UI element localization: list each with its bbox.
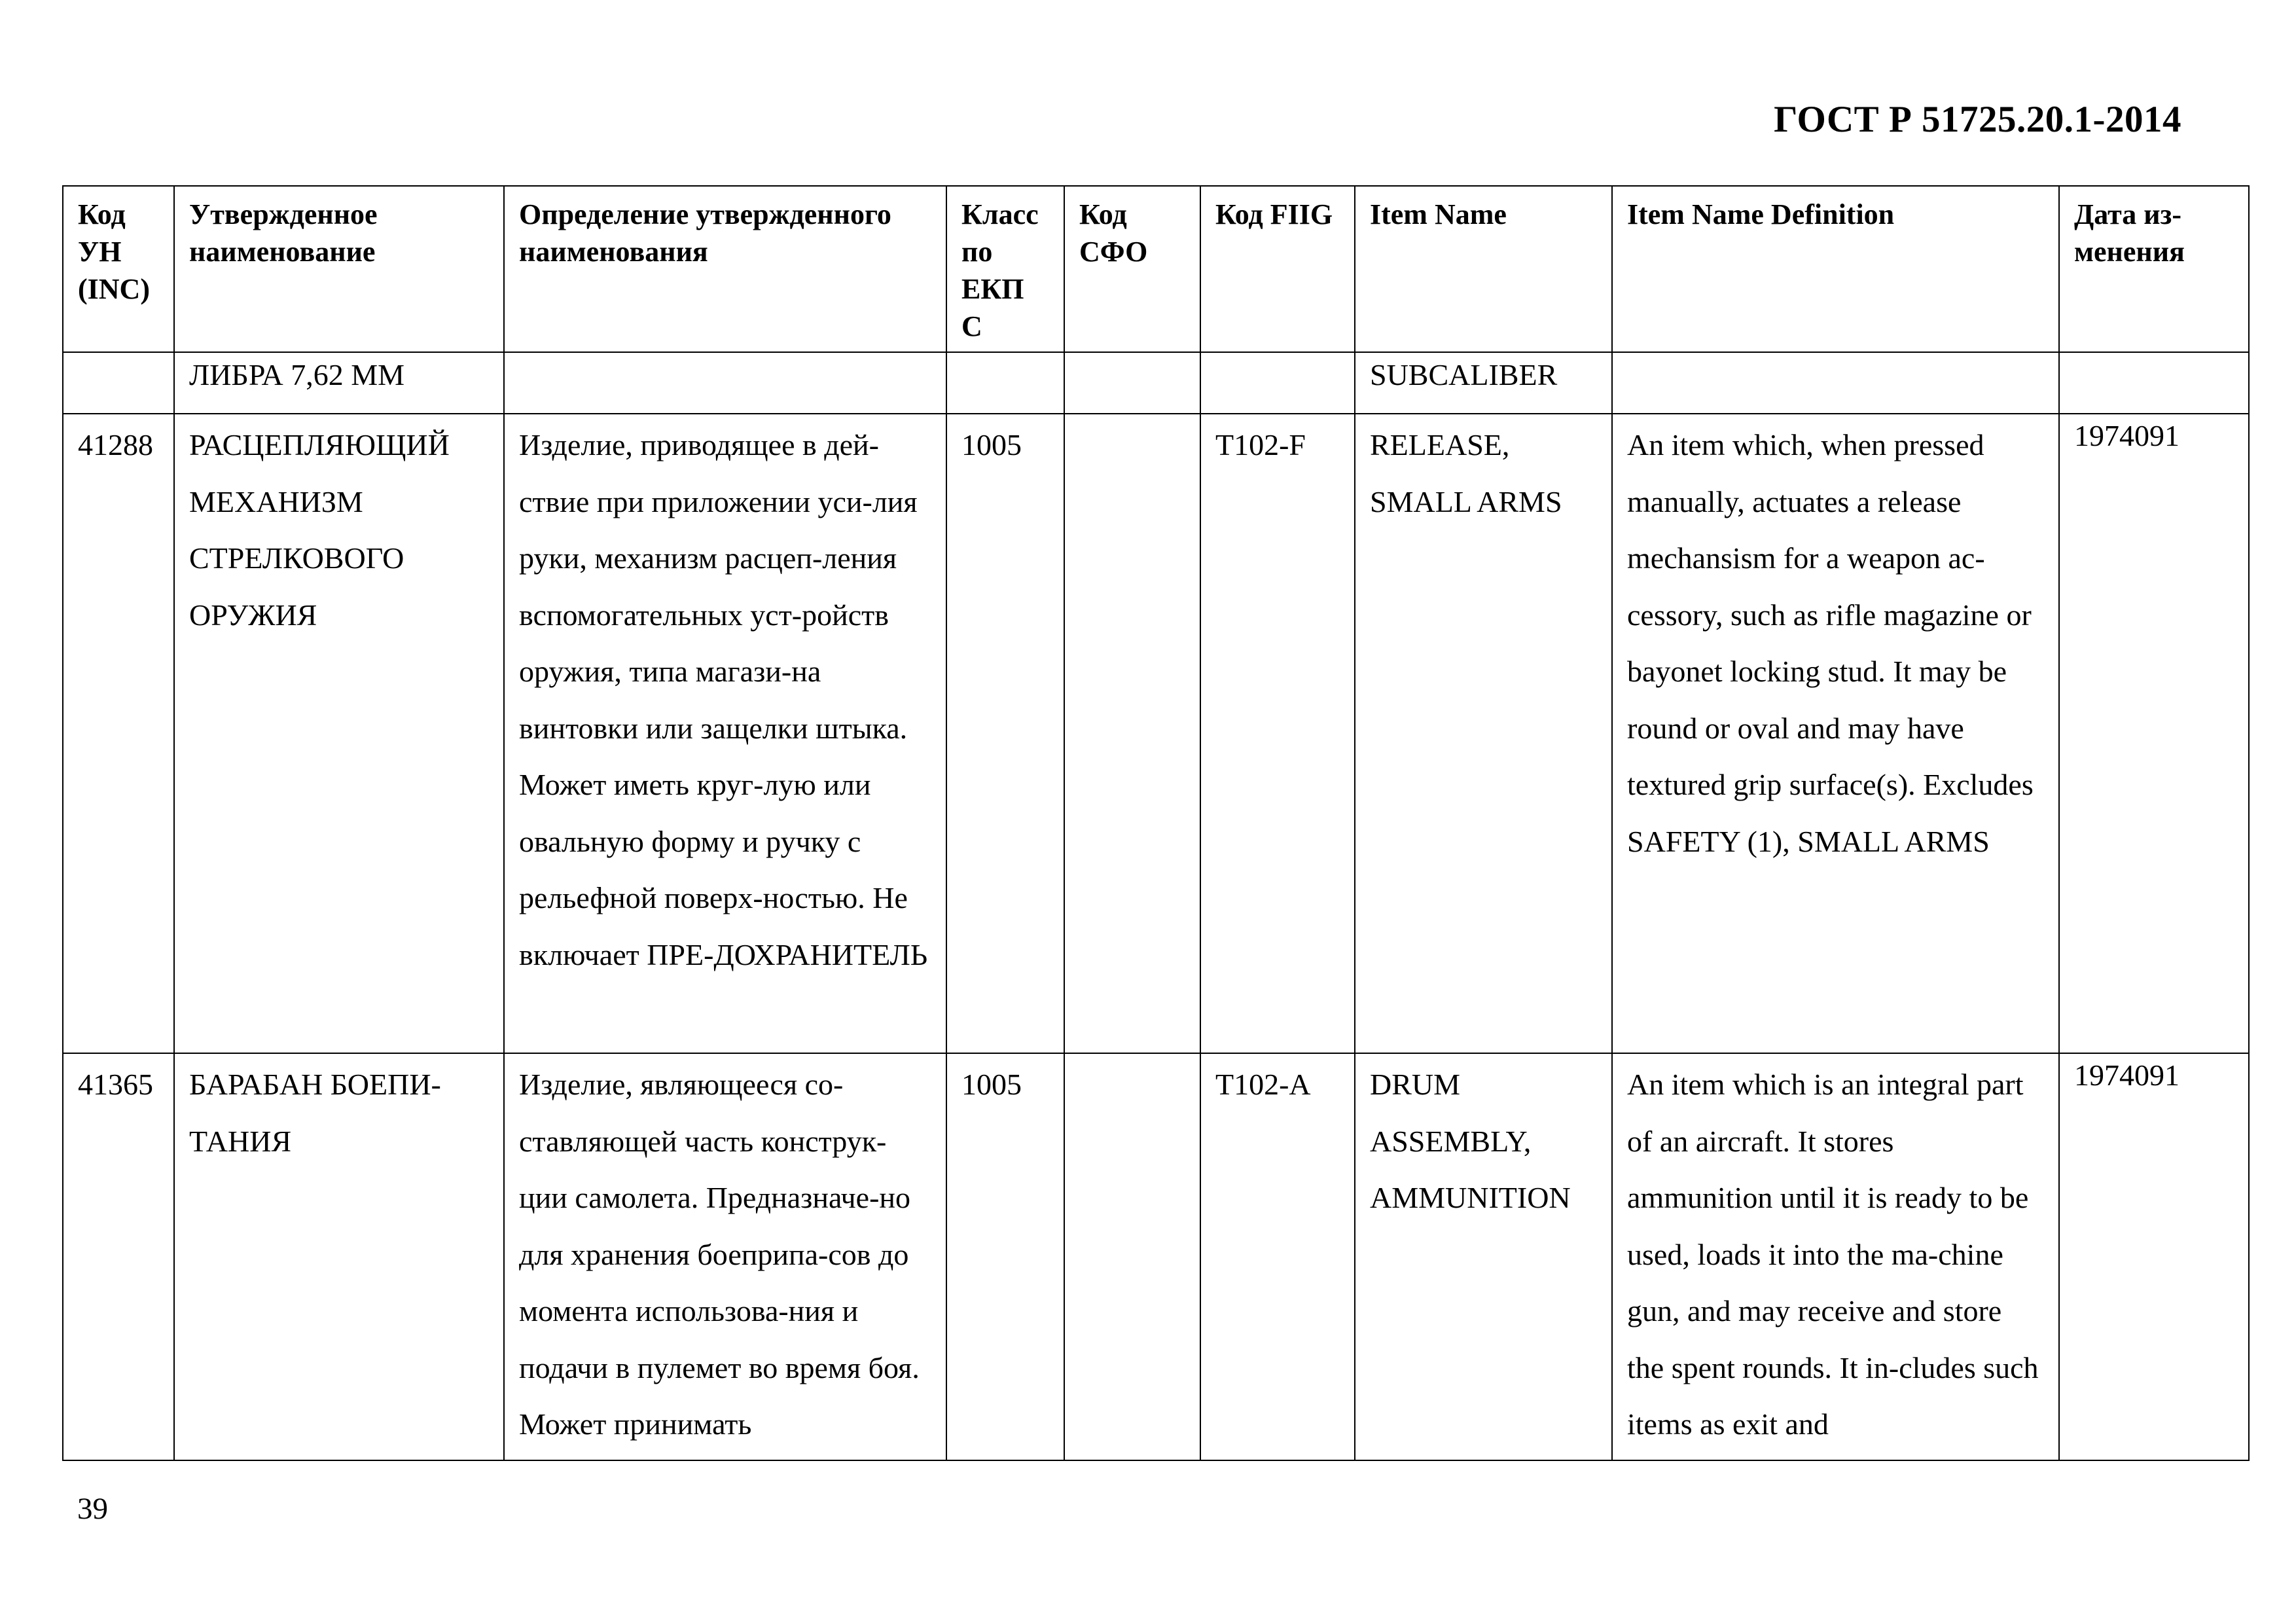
table-row-continuation	[63, 352, 2249, 414]
item-names-table	[62, 185, 2250, 1461]
cell-ekps-class	[946, 352, 1064, 414]
column-header-name-definition: Определение утвержденного наименования	[504, 186, 946, 352]
cell-change-date: 1974091	[2059, 414, 2249, 1053]
cell-item-definition	[1612, 352, 2059, 414]
column-header-change-date: Дата из-менения	[2059, 186, 2249, 352]
cell-change-date	[2059, 352, 2249, 414]
cell-approved-name: ЛИБРА 7,62 ММ	[174, 352, 504, 414]
cell-sfo-code	[1064, 414, 1200, 1053]
column-header-ekps-class: Класс по ЕКП С	[946, 186, 1064, 352]
cell-approved-name: БАРАБАН БОЕПИ-ТАНИЯ	[174, 1053, 504, 1460]
cell-sfo-code	[1064, 1053, 1200, 1460]
standard-designation: ГОСТ Р 51725.20.1-2014	[1774, 99, 2181, 140]
table-row	[63, 414, 2249, 1053]
cell-ekps-class: 1005	[946, 1053, 1064, 1460]
cell-fiig-code: T102-A	[1200, 1053, 1355, 1460]
cell-item-name: SUBCALIBER	[1355, 352, 1612, 414]
cell-ekps-class: 1005	[946, 414, 1064, 1053]
cell-inc-code: 41365	[63, 1053, 174, 1460]
cell-definition: Изделие, являющееся со-ставляющей часть конструк-ции самолета. Предназначе-но для хранения боеприпа-сов до момента использова-ния и подачи в пулемет во время боя. Может принимать	[504, 1053, 946, 1460]
page-number: 39	[77, 1492, 108, 1526]
cell-definition: Изделие, приводящее в дей-ствие при приложении уси-лия руки, механизм расцеп-ления вспомогательных уст-ройств оружия, типа магази-на винтовки или защелки штыка. Может иметь круг-лую или овальную форму и ручку с рельефной поверх-ностью. Не включает ПРЕ-ДОХРАНИТЕЛЬ	[504, 414, 946, 1053]
column-header-item-name-definition: Item Name Definition	[1612, 186, 2059, 352]
column-header-approved-name: Утвержденное наименование	[174, 186, 504, 352]
cell-item-definition: An item which is an integral part of an aircraft. It stores ammunition until it is ready to be used, loads it into the ma-chine gun, and may receive and store the spent rounds. It in-cludes such items as exit and	[1612, 1053, 2059, 1460]
cell-fiig-code	[1200, 352, 1355, 414]
cell-change-date: 1974091	[2059, 1053, 2249, 1460]
table-header-row	[63, 186, 2249, 352]
column-header-item-name: Item Name	[1355, 186, 1612, 352]
column-header-fiig-code: Код FIIG	[1200, 186, 1355, 352]
cell-item-name: RELEASE, SMALL ARMS	[1355, 414, 1612, 1053]
cell-fiig-code: T102-F	[1200, 414, 1355, 1053]
column-header-sfo-code: Код СФО	[1064, 186, 1200, 352]
cell-approved-name: РАСЦЕПЛЯЮЩИЙ МЕХАНИЗМ СТРЕЛКОВОГО ОРУЖИЯ	[174, 414, 504, 1053]
cell-item-definition: An item which, when pressed manually, actuates a release mechansism for a weapon ac-cessory, such as rifle magazine or bayonet locking stud. It may be round or oval and may have textured grip surface(s). Excludes SAFETY (1), SMALL ARMS	[1612, 414, 2059, 1053]
cell-inc-code	[63, 352, 174, 414]
table-row	[63, 1053, 2249, 1460]
column-header-inc-code: Код УН (INC)	[63, 186, 174, 352]
cell-item-name: DRUM ASSEMBLY, AMMUNITION	[1355, 1053, 1612, 1460]
cell-definition	[504, 352, 946, 414]
cell-sfo-code	[1064, 352, 1200, 414]
cell-inc-code: 41288	[63, 414, 174, 1053]
